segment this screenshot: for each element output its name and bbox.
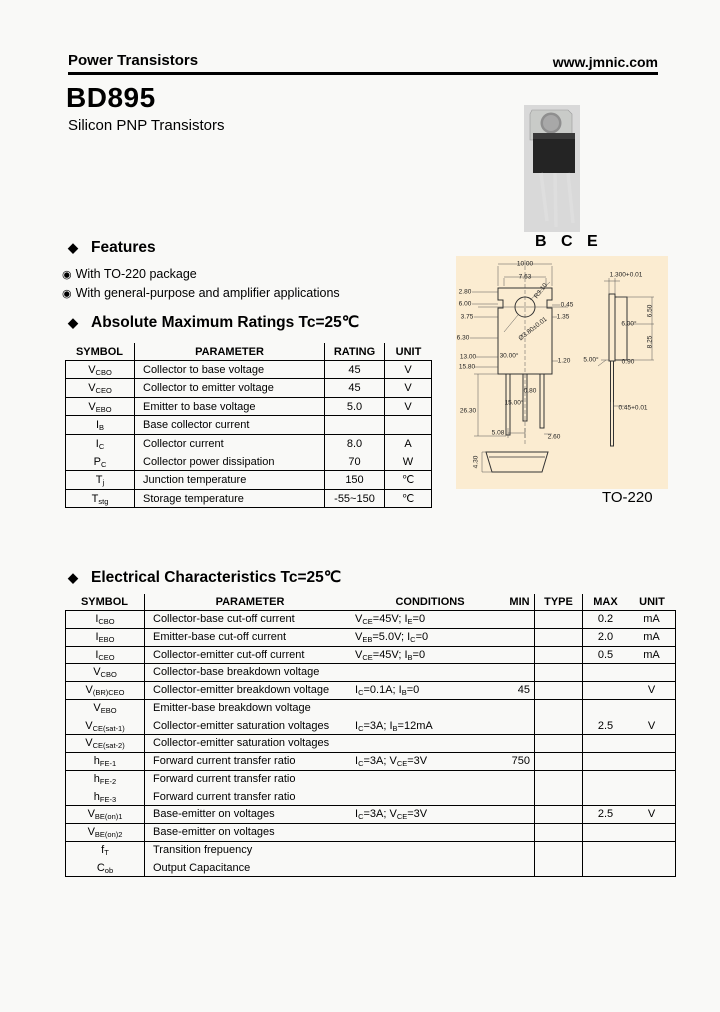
conditions-cell: [355, 664, 505, 681]
electrical-heading-label: Electrical Characteristics Tc=25℃: [91, 569, 342, 586]
dimension-label: 1.35: [556, 313, 570, 321]
diamond-icon: ◆: [68, 315, 78, 330]
conditions-cell: $I_C=3A$; $I_B=12mA$: [355, 719, 433, 733]
parameter-cell: Emitter to base voltage: [135, 398, 325, 415]
table-row: [65, 735, 676, 753]
min-cell: [505, 860, 535, 877]
ratings-heading: [68, 313, 359, 332]
unit-cell: V: [385, 398, 432, 415]
table-row: [65, 682, 676, 700]
column-header: PARAMETER: [135, 343, 325, 361]
dimension-label: 13.00: [459, 353, 477, 361]
dimension-label: 2.80: [458, 288, 472, 296]
symbol-cell: $V_{EBO}$: [65, 700, 145, 718]
max-cell: [583, 700, 628, 718]
table-row: [65, 789, 676, 807]
max-cell: [583, 771, 628, 789]
table-row: [65, 842, 676, 860]
parameter-cell: Collector-emitter cut-off current: [153, 648, 305, 661]
part-subtitle: Silicon PNP Transistors: [68, 117, 225, 134]
type-cell: [535, 647, 583, 664]
dimension-label: 8.25: [646, 335, 654, 349]
min-cell: [505, 771, 535, 789]
conditions-cell: [355, 735, 505, 752]
type-cell: [535, 682, 583, 699]
lead-collector: [555, 173, 556, 227]
parameter-cell: Collector-base breakdown voltage: [153, 666, 320, 679]
max-cell: 0.2: [597, 613, 614, 625]
table-row: [65, 611, 676, 629]
parameter-cell: Collector-emitter saturation voltages: [153, 737, 330, 750]
electrical-table-header: [65, 594, 676, 611]
parameter-cell: Collector-emitter saturation voltages: [153, 719, 330, 732]
dimension-label: 26.30: [459, 407, 477, 415]
min-cell: [505, 611, 535, 628]
table-row: [65, 860, 676, 878]
min-cell: 750: [505, 753, 535, 770]
dimension-label: R3.10: [532, 282, 550, 300]
table-row: [65, 398, 432, 416]
max-cell: [583, 664, 628, 681]
unit-cell: mA: [628, 647, 676, 664]
electrical-heading: [68, 568, 341, 587]
symbol-cell: $f_T$: [65, 842, 145, 860]
type-cell: [535, 771, 583, 789]
dimension-label: 6.00°: [621, 320, 637, 328]
dimension-label: 0.45: [560, 301, 574, 309]
dimension-label: 10.00: [516, 260, 534, 268]
dimension-label: 1.300+0.01: [609, 271, 643, 279]
package-drawing: [456, 256, 668, 489]
symbol-cell: $V_{CE(sat-1)}$: [65, 718, 145, 735]
feature-item: [62, 286, 340, 300]
conditions-cell: [355, 700, 505, 718]
parameter-cell: Output Capacitance: [153, 861, 251, 874]
parameter-cell: Forward current transfer ratio: [153, 772, 296, 785]
symbol-cell: $h_{FE-3}$: [65, 789, 145, 806]
header-rule: [68, 72, 658, 75]
unit-cell: [628, 771, 676, 789]
ratings-table-body: [65, 361, 432, 508]
unit-cell: mA: [628, 629, 676, 646]
parameter-cell: Storage temperature: [135, 490, 325, 507]
parameter-cell: Collector to emitter voltage: [135, 379, 325, 396]
column-header: RATING: [325, 343, 385, 361]
column-header: MIN: [505, 594, 535, 611]
max-cell: [583, 682, 628, 699]
type-cell: [535, 842, 583, 860]
rating-cell: 45: [325, 379, 385, 396]
feature-bullet-icon: ◉: [62, 269, 72, 281]
column-header: SYMBOL: [65, 594, 145, 611]
type-cell: [535, 806, 583, 823]
min-cell: [505, 806, 535, 823]
column-header: PARAMETER: [215, 596, 285, 608]
parameter-cell: Collector current: [135, 435, 325, 453]
symbol-cell: $T_{stg}$: [65, 490, 135, 507]
symbol-cell: $V_{CE(sat-2)}$: [65, 735, 145, 752]
pin-labels: B C E: [535, 233, 603, 250]
parameter-cell: Base-emitter on voltages: [153, 826, 275, 838]
package-outline-drawing: [456, 256, 668, 489]
max-cell: 0.5: [597, 648, 614, 661]
parameter-cell: Emitter-base cut-off current: [153, 630, 287, 643]
symbol-cell: $I_{CBO}$: [65, 611, 145, 628]
conditions-cell: $I_C=3A$; $V_{CE}=3V$: [355, 808, 428, 822]
type-cell: [535, 735, 583, 752]
table-row: [65, 435, 432, 453]
conditions-cell: [355, 824, 505, 841]
table-row: [65, 361, 432, 379]
table-row: [65, 664, 676, 682]
dimension-label: 0.80: [523, 387, 537, 395]
max-cell: [583, 735, 628, 752]
max-cell: [583, 842, 628, 860]
website-text: www.jmnic.com: [552, 54, 658, 70]
unit-cell: V: [628, 682, 676, 699]
rating-cell: [325, 416, 385, 433]
features-heading-label: Features: [91, 239, 156, 256]
symbol-cell: $h_{FE-1}$: [65, 753, 145, 770]
symbol-cell: $V_{BE(on)1}$: [65, 806, 145, 823]
type-cell: [535, 789, 583, 806]
column-header: UNIT: [639, 596, 665, 608]
symbol-cell: $I_B$: [65, 416, 135, 433]
rating-cell: 70: [325, 453, 385, 470]
parameter-cell: Junction temperature: [135, 471, 325, 488]
symbol-cell: $C_{ob}$: [65, 860, 145, 877]
unit-cell: [628, 824, 676, 841]
dimension-label: 15.00°: [504, 399, 524, 407]
unit-cell: [385, 416, 432, 433]
table-row: [65, 771, 676, 789]
doc-type-label: Power Transistors: [68, 52, 199, 69]
dimension-label: 2.60: [547, 433, 561, 441]
column-header: MAX: [593, 596, 618, 608]
conditions-cell: $I_C=3A$; $V_{CE}=3V$: [355, 755, 428, 768]
table-row: [65, 471, 432, 489]
parameter-cell: Forward current transfer ratio: [153, 790, 296, 803]
column-header: CONDITIONS: [395, 596, 465, 608]
max-cell: [583, 860, 628, 877]
unit-cell: [628, 664, 676, 681]
table-row: [65, 453, 432, 471]
column-header: TYPE: [535, 594, 583, 611]
conditions-cell: [355, 842, 505, 860]
parameter-cell: Base collector current: [135, 416, 325, 433]
package-name-label: TO-220: [602, 489, 653, 506]
symbol-cell: $V_{BE(on)2}$: [65, 824, 145, 841]
symbol-cell: $I_{CEO}$: [65, 647, 145, 664]
min-cell: [505, 842, 535, 860]
ratings-table-header: [65, 343, 432, 361]
dimension-label: 6.00: [458, 300, 472, 308]
dimension-label: 5.08: [491, 429, 505, 437]
parameter-cell: Collector-base cut-off current: [153, 613, 295, 625]
symbol-cell: $V_{(BR)CEO}$: [65, 682, 145, 699]
table-row: [65, 753, 676, 771]
electrical-table-body: [65, 611, 676, 877]
unit-cell: V: [385, 379, 432, 396]
unit-cell: V: [628, 806, 676, 823]
unit-cell: [628, 735, 676, 752]
min-cell: [505, 664, 535, 681]
unit-cell: V: [628, 718, 676, 735]
type-cell: [535, 824, 583, 841]
dimension-label: 6.50: [646, 304, 654, 318]
dimension-label: 6.30: [456, 334, 470, 342]
type-cell: [535, 664, 583, 681]
feature-bullet-icon: ◉: [62, 288, 72, 300]
feature-item: [62, 267, 197, 281]
table-row: [65, 700, 676, 718]
type-cell: [535, 611, 583, 628]
conditions-cell: $V_{CE}=45V$; $I_B=0$: [355, 648, 426, 662]
feature-item-label: With TO-220 package: [75, 267, 197, 281]
table-row: [65, 647, 676, 665]
max-cell: [583, 789, 628, 806]
symbol-cell: $I_C$: [65, 435, 135, 453]
column-header: UNIT: [395, 346, 422, 358]
conditions-cell: $V_{EB}=5.0V$; $I_C=0$: [355, 630, 429, 644]
parameter-cell: Base-emitter on voltages: [153, 808, 275, 821]
type-cell: [535, 718, 583, 735]
symbol-cell: $T_j$: [65, 471, 135, 488]
table-row: [65, 416, 432, 434]
rating-cell: 5.0: [325, 398, 385, 415]
type-cell: [535, 860, 583, 877]
type-cell: [535, 629, 583, 646]
diamond-icon: ◆: [68, 570, 78, 585]
unit-cell: [628, 842, 676, 860]
parameter-cell: Forward current transfer ratio: [153, 755, 296, 767]
dimension-label: 0.45+0.01: [618, 404, 648, 412]
min-cell: [505, 718, 535, 735]
transistor-photo: [520, 103, 588, 232]
parameter-cell: Transition frepuency: [153, 843, 253, 856]
symbol-cell: $P_C$: [65, 453, 135, 470]
dimension-label: 1.20: [557, 357, 571, 365]
conditions-cell: [355, 789, 505, 806]
min-cell: [505, 824, 535, 841]
rating-cell: -55~150: [325, 490, 385, 507]
type-cell: [535, 753, 583, 770]
dimension-label: Ø3.80±0.01: [517, 315, 549, 343]
diamond-icon: ◆: [68, 240, 78, 255]
column-header: SYMBOL: [65, 343, 135, 361]
unit-cell: [628, 753, 676, 770]
symbol-cell: $I_{EBO}$: [65, 629, 145, 646]
parameter-cell: Collector-emitter breakdown voltage: [153, 684, 330, 696]
part-number-title: BD895: [66, 82, 156, 113]
parameter-cell: Collector power dissipation: [135, 453, 325, 470]
parameter-cell: Emitter-base breakdown voltage: [153, 701, 311, 714]
dimension-label: 7.63: [518, 273, 532, 281]
dimension-label: 4.30: [472, 455, 480, 469]
rating-cell: 45: [325, 361, 385, 378]
unit-cell: [628, 789, 676, 806]
ratings-table: [65, 343, 432, 508]
table-row: [65, 629, 676, 647]
max-cell: 2.5: [597, 719, 614, 732]
min-cell: [505, 735, 535, 752]
mounting-hole-inner: [543, 115, 559, 131]
dimension-label: 3.75: [460, 313, 474, 321]
unit-cell: [628, 860, 676, 877]
dimension-label: 5.00°: [583, 356, 599, 364]
symbol-cell: $V_{CBO}$: [65, 361, 135, 378]
unit-cell: W: [385, 453, 432, 470]
feature-item-label: With general-purpose and amplifier applications: [75, 286, 340, 300]
table-row: [65, 806, 676, 824]
table-row: [65, 824, 676, 842]
table-row: [65, 379, 432, 397]
unit-cell: ℃: [385, 490, 432, 507]
dimension-label: 0.90: [621, 358, 635, 366]
symbol-cell: $V_{EBO}$: [65, 398, 135, 415]
max-cell: [583, 753, 628, 770]
symbol-cell: $V_{CBO}$: [65, 664, 145, 681]
rating-cell: 150: [325, 471, 385, 488]
conditions-cell: $I_C=0.1A$; $I_B=0$: [355, 684, 420, 697]
max-cell: [583, 824, 628, 841]
table-row: [65, 718, 676, 736]
unit-cell: mA: [628, 611, 676, 628]
conditions-cell: $V_{CE}=45V$; $I_E=0$: [355, 613, 426, 626]
max-cell: 2.5: [597, 808, 614, 821]
conditions-cell: [355, 860, 505, 877]
table-row: [65, 490, 432, 508]
ratings-heading-label: Absolute Maximum Ratings Tc=25℃: [91, 314, 360, 331]
unit-cell: [628, 700, 676, 718]
max-cell: 2.0: [597, 630, 614, 643]
unit-cell: V: [385, 361, 432, 378]
features-heading: [68, 239, 156, 257]
parameter-cell: Collector to base voltage: [135, 361, 325, 378]
min-cell: [505, 629, 535, 646]
min-cell: [505, 700, 535, 718]
rating-cell: 8.0: [325, 435, 385, 453]
symbol-cell: $V_{CEO}$: [65, 379, 135, 396]
symbol-cell: $h_{FE-2}$: [65, 771, 145, 789]
type-cell: [535, 700, 583, 718]
package-body-collar: [533, 133, 575, 139]
unit-cell: ℃: [385, 471, 432, 488]
unit-cell: A: [385, 435, 432, 453]
electrical-table: [65, 594, 676, 877]
min-cell: 45: [505, 682, 535, 699]
min-cell: [505, 647, 535, 664]
dimension-label: 15.80: [458, 363, 476, 371]
conditions-cell: [355, 771, 505, 789]
dimension-label: 30.00°: [499, 352, 519, 360]
min-cell: [505, 789, 535, 806]
